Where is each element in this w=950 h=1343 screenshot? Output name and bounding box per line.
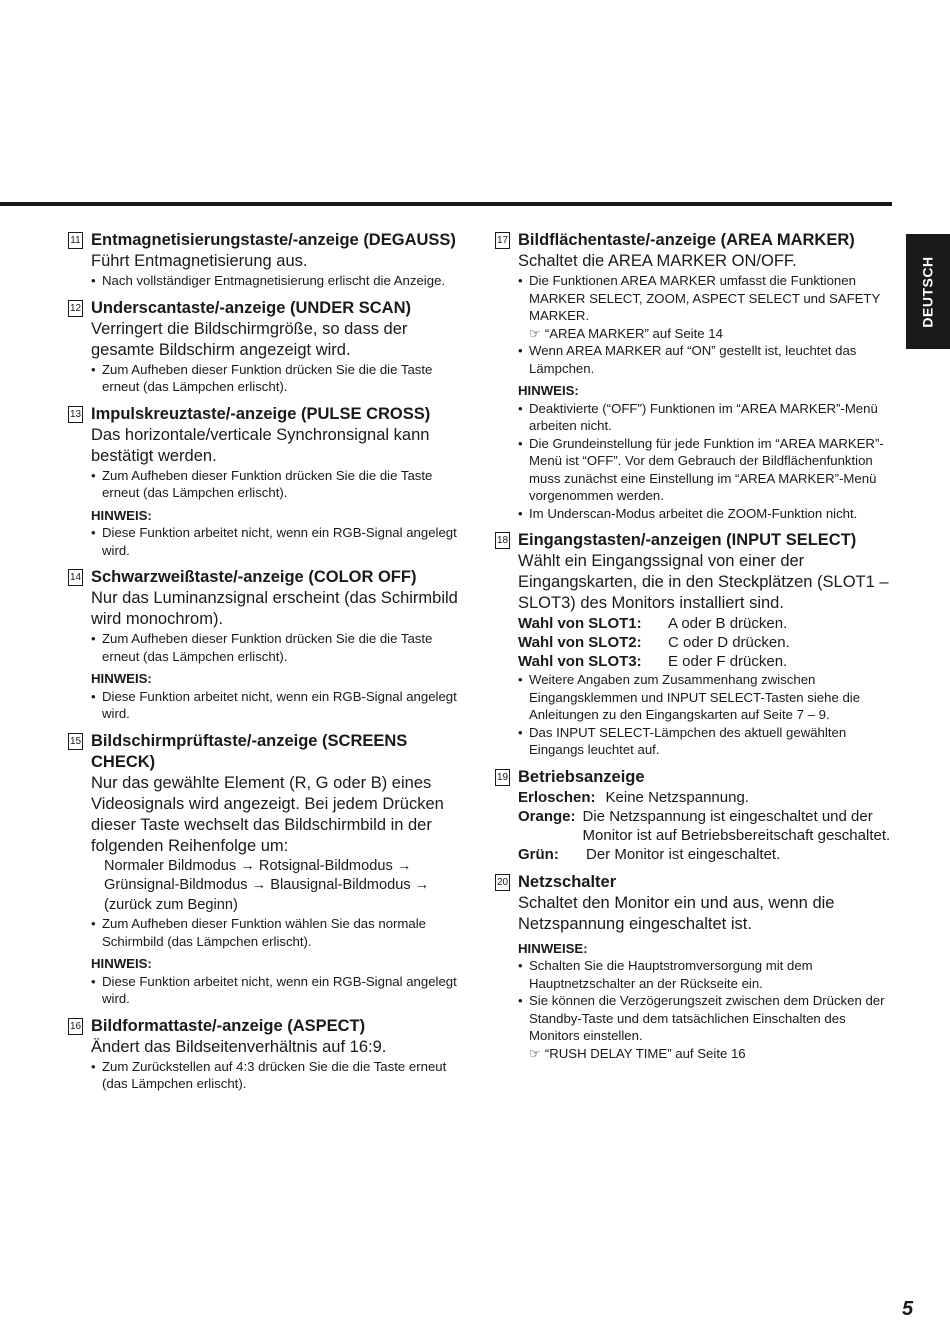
- item-degauss: [68, 230, 468, 290]
- bullet: • Das INPUT SELECT-Lämpchen des aktuell gewählten Eingangs leuchtet auf.: [518, 724, 895, 759]
- item-description: Das horizontale/verticale Synchronsignal kann bestätigt werden.: [91, 425, 430, 465]
- reference-icon: ☞: [529, 325, 541, 341]
- bullet: • Nach vollständiger Entmagnetisierung erlischt die Anzeige.: [91, 272, 468, 290]
- slot-label: Wahl von SLOT1:: [518, 615, 642, 632]
- item-area-marker: [495, 230, 895, 522]
- slot-value: A oder B drücken.: [668, 615, 788, 632]
- note-bullet: • Diese Funktion arbeitet nicht, wenn ein RGB-Signal angelegt wird.: [91, 688, 468, 723]
- bullet: • Zum Aufheben dieser Funktion drücken Sie die die Taste erneut (das Lämpchen erlischt).: [91, 467, 468, 502]
- item-description: Schaltet die AREA MARKER ON/OFF.: [518, 252, 797, 270]
- item-heading: Schwarzweißtaste/-anzeige (COLOR OFF): [91, 568, 417, 586]
- item-heading: Bildflächentaste/-anzeige (AREA MARKER): [518, 231, 855, 249]
- slot-label: Wahl von SLOT3:: [518, 653, 642, 670]
- page-number: 5: [902, 1298, 914, 1320]
- language-tab: [906, 234, 950, 349]
- reference-text: “AREA MARKER” auf Seite 14: [544, 325, 723, 341]
- item-number: 20: [495, 874, 510, 891]
- bullet: • Zum Aufheben dieser Funktion drücken Sie die die Taste erneut (das Lämpchen erlischt).: [91, 361, 468, 396]
- item-number: 16: [68, 1018, 83, 1035]
- state-value: Die Netzspannung ist eingeschaltet und der Monitor ist auf Betriebsbereitschaft geschaltet.: [582, 807, 891, 844]
- item-description: Wählt ein Eingangssignal von einer der Eingangskarten, die in den Steckplätzen (SLOT1 – SLOT3) des Monitors installiert sind.: [518, 552, 889, 612]
- state-label: Orange:: [518, 807, 576, 825]
- item-heading: Underscantaste/-anzeige (UNDER SCAN): [91, 298, 411, 317]
- item-number: 14: [68, 569, 83, 586]
- item-heading: Netzschalter: [518, 872, 617, 891]
- item-description: Ändert das Bildseitenverhältnis auf 16:9.: [91, 1037, 387, 1056]
- page-reference: [518, 1045, 895, 1063]
- bullet: • Wenn AREA MARKER auf “ON” gestellt ist, leuchtet das Lämpchen.: [518, 342, 895, 377]
- left-column: [68, 230, 468, 1101]
- item-screens-check: [68, 731, 468, 1008]
- item-pulse-cross: [68, 404, 468, 560]
- item-description: Nur das gewählte Element (R, G oder B) eines Videosignals wird angezeigt. Bei jedem Drücken dieser Taste wechselt das Bildschirmbild in der folgenden Reihenfolge um:: [91, 773, 444, 855]
- page-reference: [518, 325, 895, 343]
- note-label: HINWEIS:: [518, 383, 579, 398]
- item-heading: Bildschirmprüftaste/-anzeige (SCREENS CHECK): [91, 731, 408, 771]
- item-description: Schaltet den Monitor ein und aus, wenn die Netzspannung eingeschaltet ist.: [518, 893, 835, 933]
- item-color-off: [68, 567, 468, 723]
- note-label: HINWEIS:: [91, 956, 152, 971]
- item-aspect: [68, 1016, 468, 1093]
- state-value: Der Monitor ist eingeschaltet.: [586, 845, 781, 863]
- item-power-switch: [495, 872, 895, 1063]
- slot-value: E oder F drücken.: [668, 653, 788, 670]
- item-description: Verringert die Bildschirmgröße, so dass der gesamte Bildschirm angezeigt wird.: [91, 319, 408, 359]
- sequence-line: Grünsignal-Bildmodus → Blausignal-Bildmodus →: [104, 877, 430, 893]
- item-under-scan: [68, 298, 468, 396]
- note-bullet: • Schalten Sie die Hauptstromversorgung mit dem Hauptnetzschalter an der Rückseite ein.: [518, 957, 895, 992]
- item-number: 12: [68, 300, 83, 317]
- state-label: Grün:: [518, 845, 559, 863]
- note-bullet: • Sie können die Verzögerungszeit zwischen dem Drücken der Standby-Taste und dem tatsächlichen Einschalten des Monitors einstellen.: [518, 992, 895, 1045]
- state-row: [518, 807, 895, 845]
- slot-row: [518, 652, 895, 671]
- reference-text: “RUSH DELAY TIME” auf Seite 16: [544, 1045, 746, 1061]
- item-number: 17: [495, 232, 510, 249]
- top-rule: [0, 202, 892, 206]
- note-bullet: • Die Grundeinstellung für jede Funktion im “AREA MARKER”-Menü ist “OFF”. Vor dem Gebrauch der Bildflächenfunktion muss zunächst eine Einstellung im “AREA MARKER”-Menü vorgenommen werden.: [518, 435, 895, 505]
- note-bullet: • Deaktivierte (“OFF”) Funktionen im “AREA MARKER”-Menü arbeiten nicht.: [518, 400, 895, 435]
- item-heading: Entmagnetisierungstaste/-anzeige (DEGAUSS): [91, 231, 456, 249]
- note-label: HINWEISE:: [518, 940, 588, 956]
- item-heading: Impulskreuztaste/-anzeige (PULSE CROSS): [91, 404, 431, 423]
- note-label: HINWEIS:: [91, 507, 152, 523]
- item-description: Führt Entmagnetisierung aus.: [91, 252, 308, 270]
- item-heading: Eingangstasten/-anzeigen (INPUT SELECT): [518, 531, 857, 549]
- state-row: [518, 788, 895, 807]
- reference-icon: ☞: [529, 1045, 541, 1061]
- slot-row: [518, 614, 895, 633]
- item-heading: Bildformattaste/-anzeige (ASPECT): [91, 1016, 366, 1035]
- state-value: Keine Netzspannung.: [605, 788, 749, 806]
- item-number: 18: [495, 532, 510, 549]
- item-heading: Betriebsanzeige: [518, 767, 645, 786]
- right-column: [495, 230, 895, 1070]
- sequence-line: (zurück zum Beginn): [104, 896, 238, 913]
- bullet: • Zum Aufheben dieser Funktion drücken Sie die die Taste erneut (das Lämpchen erlischt).: [91, 630, 468, 665]
- note-bullet: • Diese Funktion arbeitet nicht, wenn ein RGB-Signal angelegt wird.: [91, 524, 468, 559]
- bullet: • Zum Zurückstellen auf 4:3 drücken Sie die die Taste erneut (das Lämpchen erlischt).: [91, 1058, 468, 1093]
- item-number: 15: [68, 733, 83, 750]
- slot-label: Wahl von SLOT2:: [518, 634, 642, 651]
- state-label: Erloschen:: [518, 788, 596, 806]
- item-input-select: [495, 530, 895, 759]
- item-number: 11: [68, 232, 83, 249]
- bullet: • Zum Aufheben dieser Funktion wählen Sie das normale Schirmbild (das Lämpchen erlischt).: [91, 915, 468, 950]
- item-number: 13: [68, 406, 83, 423]
- language-tab-label: DEUTSCH: [920, 255, 937, 328]
- item-power-indicator: [495, 767, 895, 864]
- item-number: 19: [495, 769, 510, 786]
- bullet: • Die Funktionen AREA MARKER umfasst die Funktionen MARKER SELECT, ZOOM, ASPECT SELECT und SAFETY MARKER.: [518, 272, 895, 325]
- note-bullet: • Im Underscan-Modus arbeitet die ZOOM-Funktion nicht.: [518, 505, 895, 523]
- bullet: • Weitere Angaben zum Zusammenhang zwischen Eingangsklemmen und INPUT SELECT-Tasten siehe die Anleitungen zu den Eingangskarten auf Seite 7 – 9.: [518, 671, 895, 724]
- note-bullet: • Diese Funktion arbeitet nicht, wenn ein RGB-Signal angelegt wird.: [91, 973, 468, 1008]
- item-description: Nur das Luminanzsignal erscheint (das Schirmbild wird monochrom).: [91, 589, 458, 628]
- state-row: [518, 845, 895, 864]
- note-label: HINWEIS:: [91, 671, 152, 686]
- slot-row: [518, 633, 895, 652]
- slot-value: C oder D drücken.: [668, 634, 790, 651]
- sequence-line: Normaler Bildmodus → Rotsignal-Bildmodus →: [104, 857, 412, 874]
